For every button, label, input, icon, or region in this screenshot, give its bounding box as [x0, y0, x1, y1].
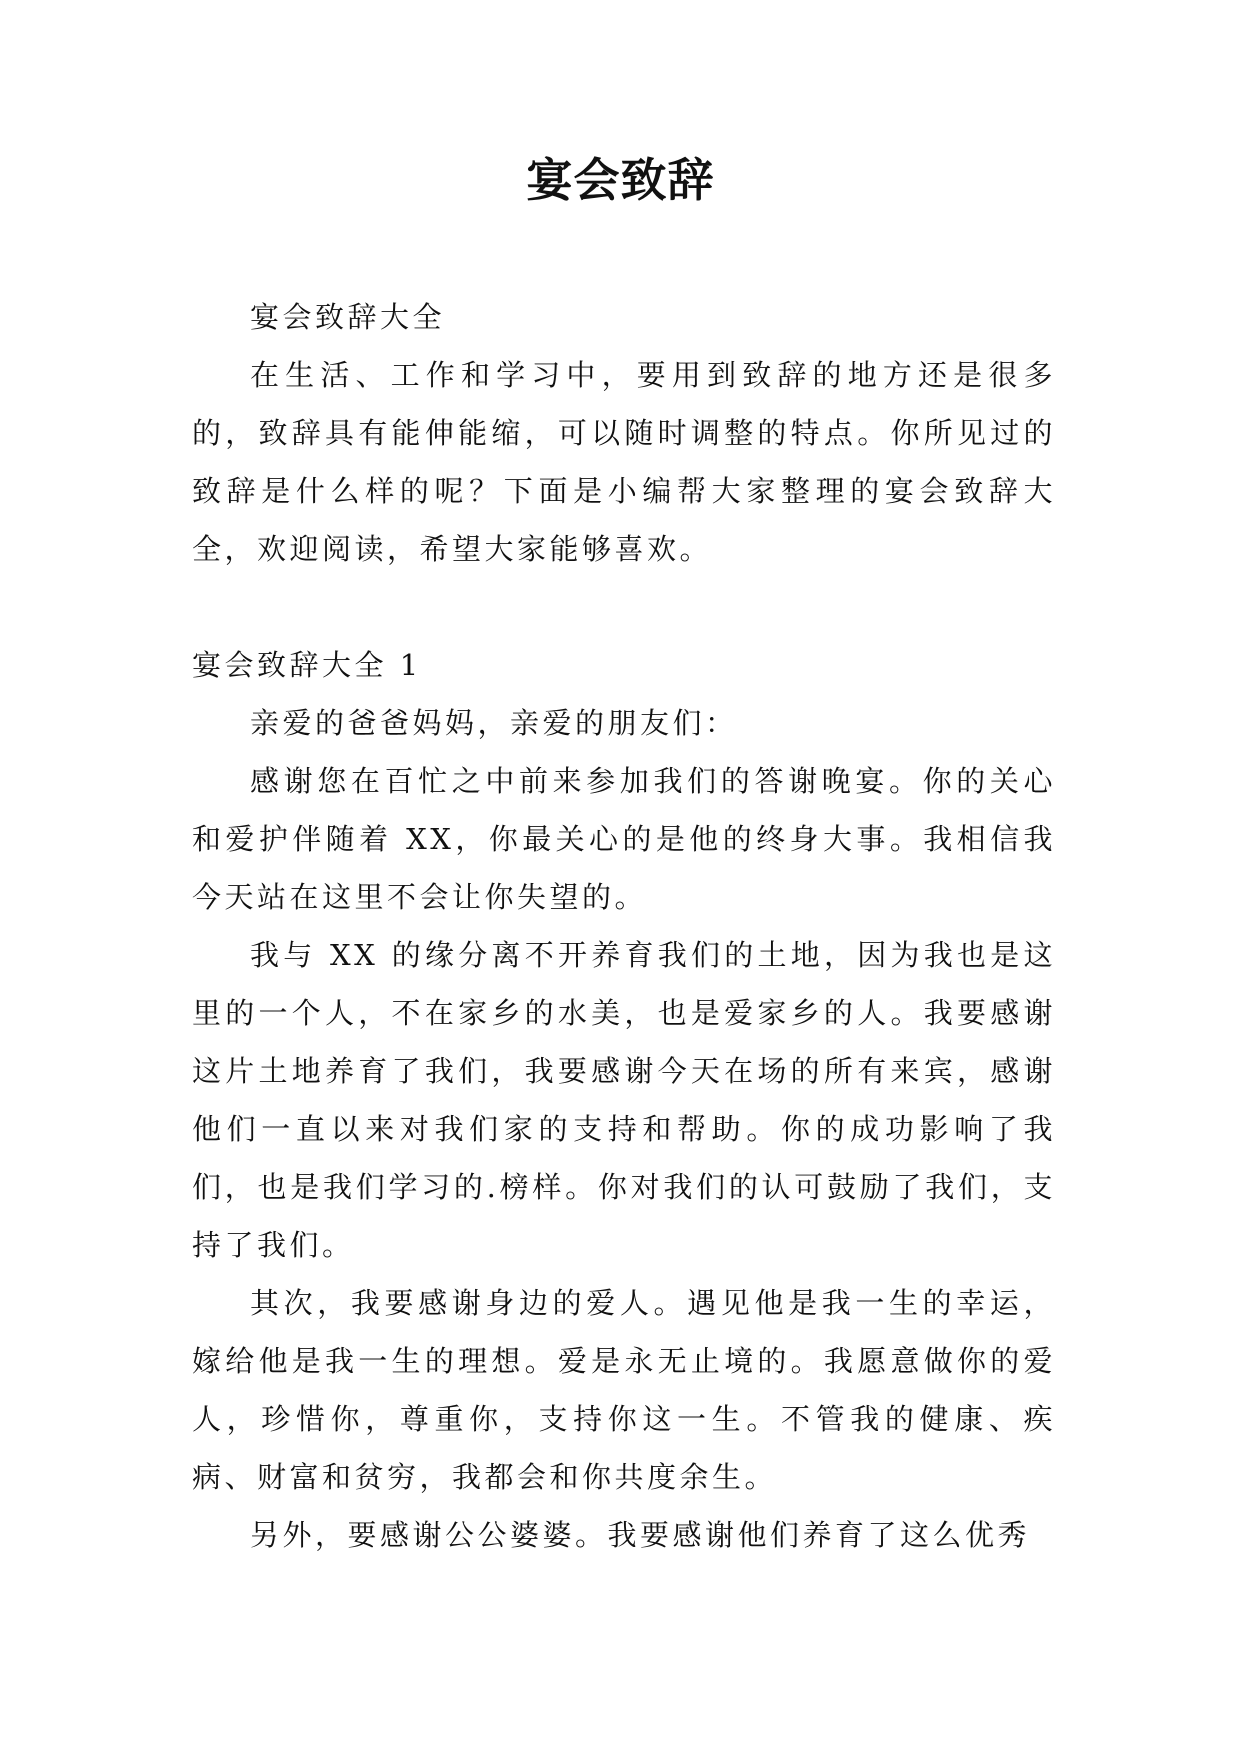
- section-heading: 宴会致辞大全 1: [192, 648, 422, 682]
- paragraph-thanks-guests: 感谢您在百忙之中前来参加我们的答谢晚宴。你的关心和爱护伴随着 XX，你最关心的是他的终身大事。我相信我今天站在这里不会让你失望的。: [192, 764, 1056, 914]
- intro-heading: 宴会致辞大全: [250, 300, 446, 334]
- paragraph-hometown: 我与 XX 的缘分离不开养育我们的土地，因为我也是这里的一个人，不在家乡的水美，也是爱家乡的人。我要感谢这片土地养育了我们，我要感谢今天在场的所有来宾，感谢他们一直以来对我们家的支持和帮助。你的成功影响了我们，也是我们学习的.榜样。你对我们的认可鼓励了我们，支持了我们。: [192, 938, 1056, 1262]
- paragraph-salutation: 亲爱的爸爸妈妈，亲爱的朋友们：: [250, 706, 738, 740]
- paragraph-spouse: 其次，我要感谢身边的爱人。遇见他是我一生的幸运，嫁给他是我一生的理想。爱是永无止境的。我愿意做你的爱人，珍惜你，尊重你，支持你这一生。不管我的健康、疾病、财富和贫穷，我都会和你共度余生。: [192, 1286, 1056, 1494]
- document-body: [192, 288, 1056, 1564]
- section-spacer: [192, 578, 1056, 636]
- paragraph-in-laws: 另外，要感谢公公婆婆。我要感谢他们养育了这么优秀: [250, 1518, 1031, 1552]
- intro-paragraph: 在生活、工作和学习中，要用到致辞的地方还是很多的，致辞具有能伸能缩，可以随时调整的特点。你所见过的致辞是什么样的呢？下面是小编帮大家整理的宴会致辞大全，欢迎阅读，希望大家能够喜欢。: [192, 358, 1056, 566]
- document-title: 宴会致辞: [526, 153, 715, 207]
